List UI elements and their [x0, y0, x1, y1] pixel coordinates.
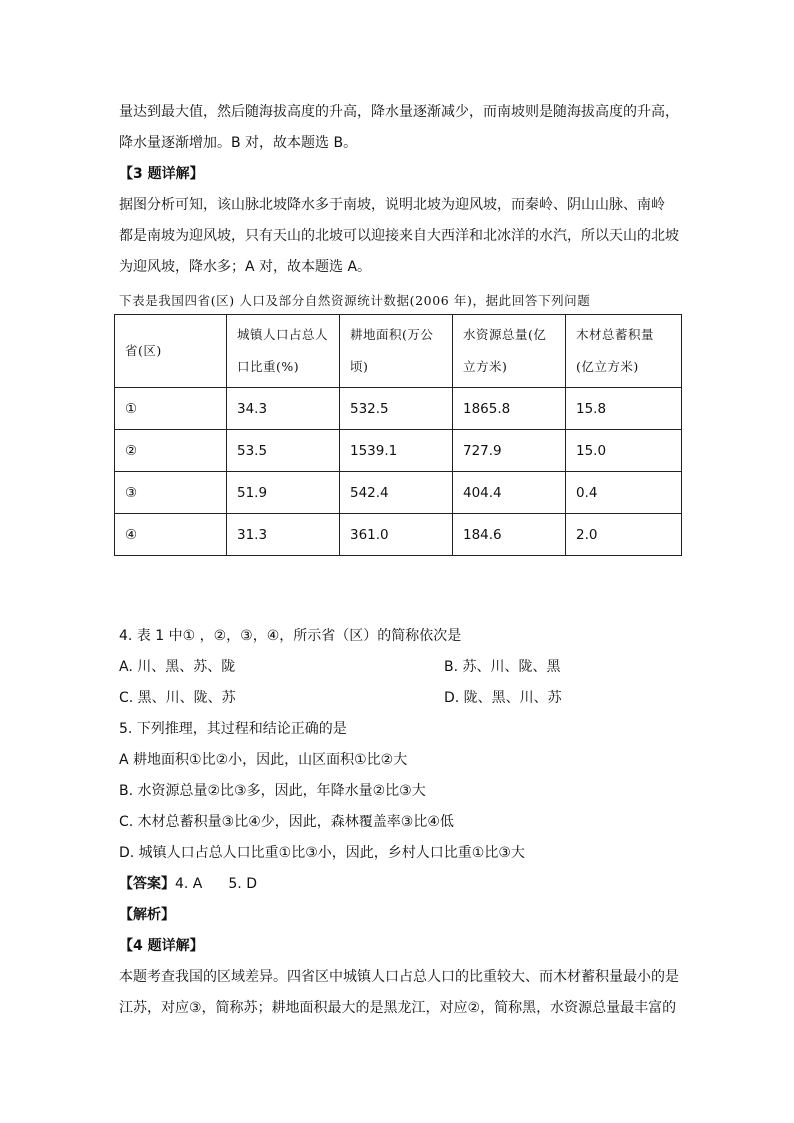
statistics-table — [114, 314, 682, 556]
table-cell: 34.3 — [227, 388, 340, 430]
table-cell: ③ — [115, 472, 227, 514]
table-cell: 1865.8 — [453, 388, 566, 430]
table-cell: 2.0 — [566, 514, 682, 556]
q5-stem: 5. 下列推理，其过程和结论正确的是 — [119, 721, 347, 737]
q5-option-a: A 耕地面积①比②小，因此，山区面积①比②大 — [119, 752, 408, 768]
table-cell: 0.4 — [566, 472, 682, 514]
table-cell: 727.9 — [453, 430, 566, 472]
table-row — [115, 430, 682, 472]
answer-line — [119, 874, 257, 894]
answer-q5: 5. D — [228, 876, 257, 892]
table-header-cell: 城镇人口占总人口比重(%) — [227, 315, 340, 388]
paragraph-line: 降水量逐渐增加。B 对，故本题选 B。 — [119, 135, 358, 151]
table-cell: 53.5 — [227, 430, 340, 472]
table-row — [115, 514, 682, 556]
table-caption: 下表是我国四省(区) 人口及部分自然资源统计数据(2006 年)，据此回答下列问题 — [119, 293, 591, 308]
q4-heading: 【4 题详解】 — [119, 938, 204, 954]
q4-option-d: D. 陇、黑、川、苏 — [444, 690, 562, 706]
answer-label: 【答案】 — [119, 876, 175, 892]
table-cell: 542.4 — [340, 472, 453, 514]
q4-option-c: C. 黑、川、陇、苏 — [119, 690, 236, 706]
table-header-cell: 省(区) — [115, 315, 227, 388]
table-row — [115, 388, 682, 430]
paragraph-line: 据图分析可知，该山脉北坡降水多于南坡，说明北坡为迎风坡，而秦岭、阴山山脉、南岭 — [119, 197, 665, 213]
q4-stem: 4. 表 1 中① ，②，③，④，所示省（区）的简称依次是 — [119, 628, 462, 644]
table-cell: 31.3 — [227, 514, 340, 556]
table-header-cell: 耕地面积(万公顷) — [340, 315, 453, 388]
table-cell: ① — [115, 388, 227, 430]
q4-option-a: A. 川、黑、苏、陇 — [119, 659, 236, 675]
paragraph-line: 本题考查我国的区域差异。四省区中城镇人口占总人口的比重较大、而木材蓄积量最小的是 — [119, 969, 679, 985]
table-cell: 1539.1 — [340, 430, 453, 472]
table-cell: 15.0 — [566, 430, 682, 472]
q5-option-d: D. 城镇人口占总人口比重①比③小，因此，乡村人口比重①比③大 — [119, 845, 525, 861]
table-cell: 51.9 — [227, 472, 340, 514]
table-cell: 184.6 — [453, 514, 566, 556]
paragraph-line: 江苏，对应③，简称苏；耕地面积最大的是黑龙江，对应②，简称黑，水资源总量最丰富的 — [119, 1000, 677, 1016]
q4-option-b: B. 苏、川、陇、黑 — [444, 659, 561, 675]
table-header-cell: 木材总蓄积量(亿立方米) — [566, 315, 682, 388]
paragraph-line: 都是南坡为迎风坡，只有天山的北坡可以迎接来自大西洋和北冰洋的水汽，所以天山的北坡 — [119, 228, 679, 244]
table-cell: 532.5 — [340, 388, 453, 430]
table-cell: 15.8 — [566, 388, 682, 430]
table-cell: ④ — [115, 514, 227, 556]
answer-q4: 4. A — [175, 876, 203, 892]
q5-option-c: C. 木材总蓄积量③比④少，因此，森林覆盖率③比④低 — [119, 814, 454, 830]
paragraph-line: 为迎风坡，降水多；A 对，故本题选 A。 — [119, 259, 372, 275]
q3-heading: 【3 题详解】 — [119, 166, 204, 182]
q5-option-b: B. 水资源总量②比③多，因此，年降水量②比③大 — [119, 783, 426, 799]
analysis-label: 【解析】 — [119, 907, 175, 923]
table-cell: ② — [115, 430, 227, 472]
table-cell: 404.4 — [453, 472, 566, 514]
table-row — [115, 472, 682, 514]
table-header-row — [115, 315, 682, 388]
table-header-cell: 水资源总量(亿立方米) — [453, 315, 566, 388]
table-cell: 361.0 — [340, 514, 453, 556]
paragraph-line: 量达到最大值，然后随海拔高度的升高，降水量逐渐减少，而南坡则是随海拔高度的升高， — [119, 104, 679, 120]
